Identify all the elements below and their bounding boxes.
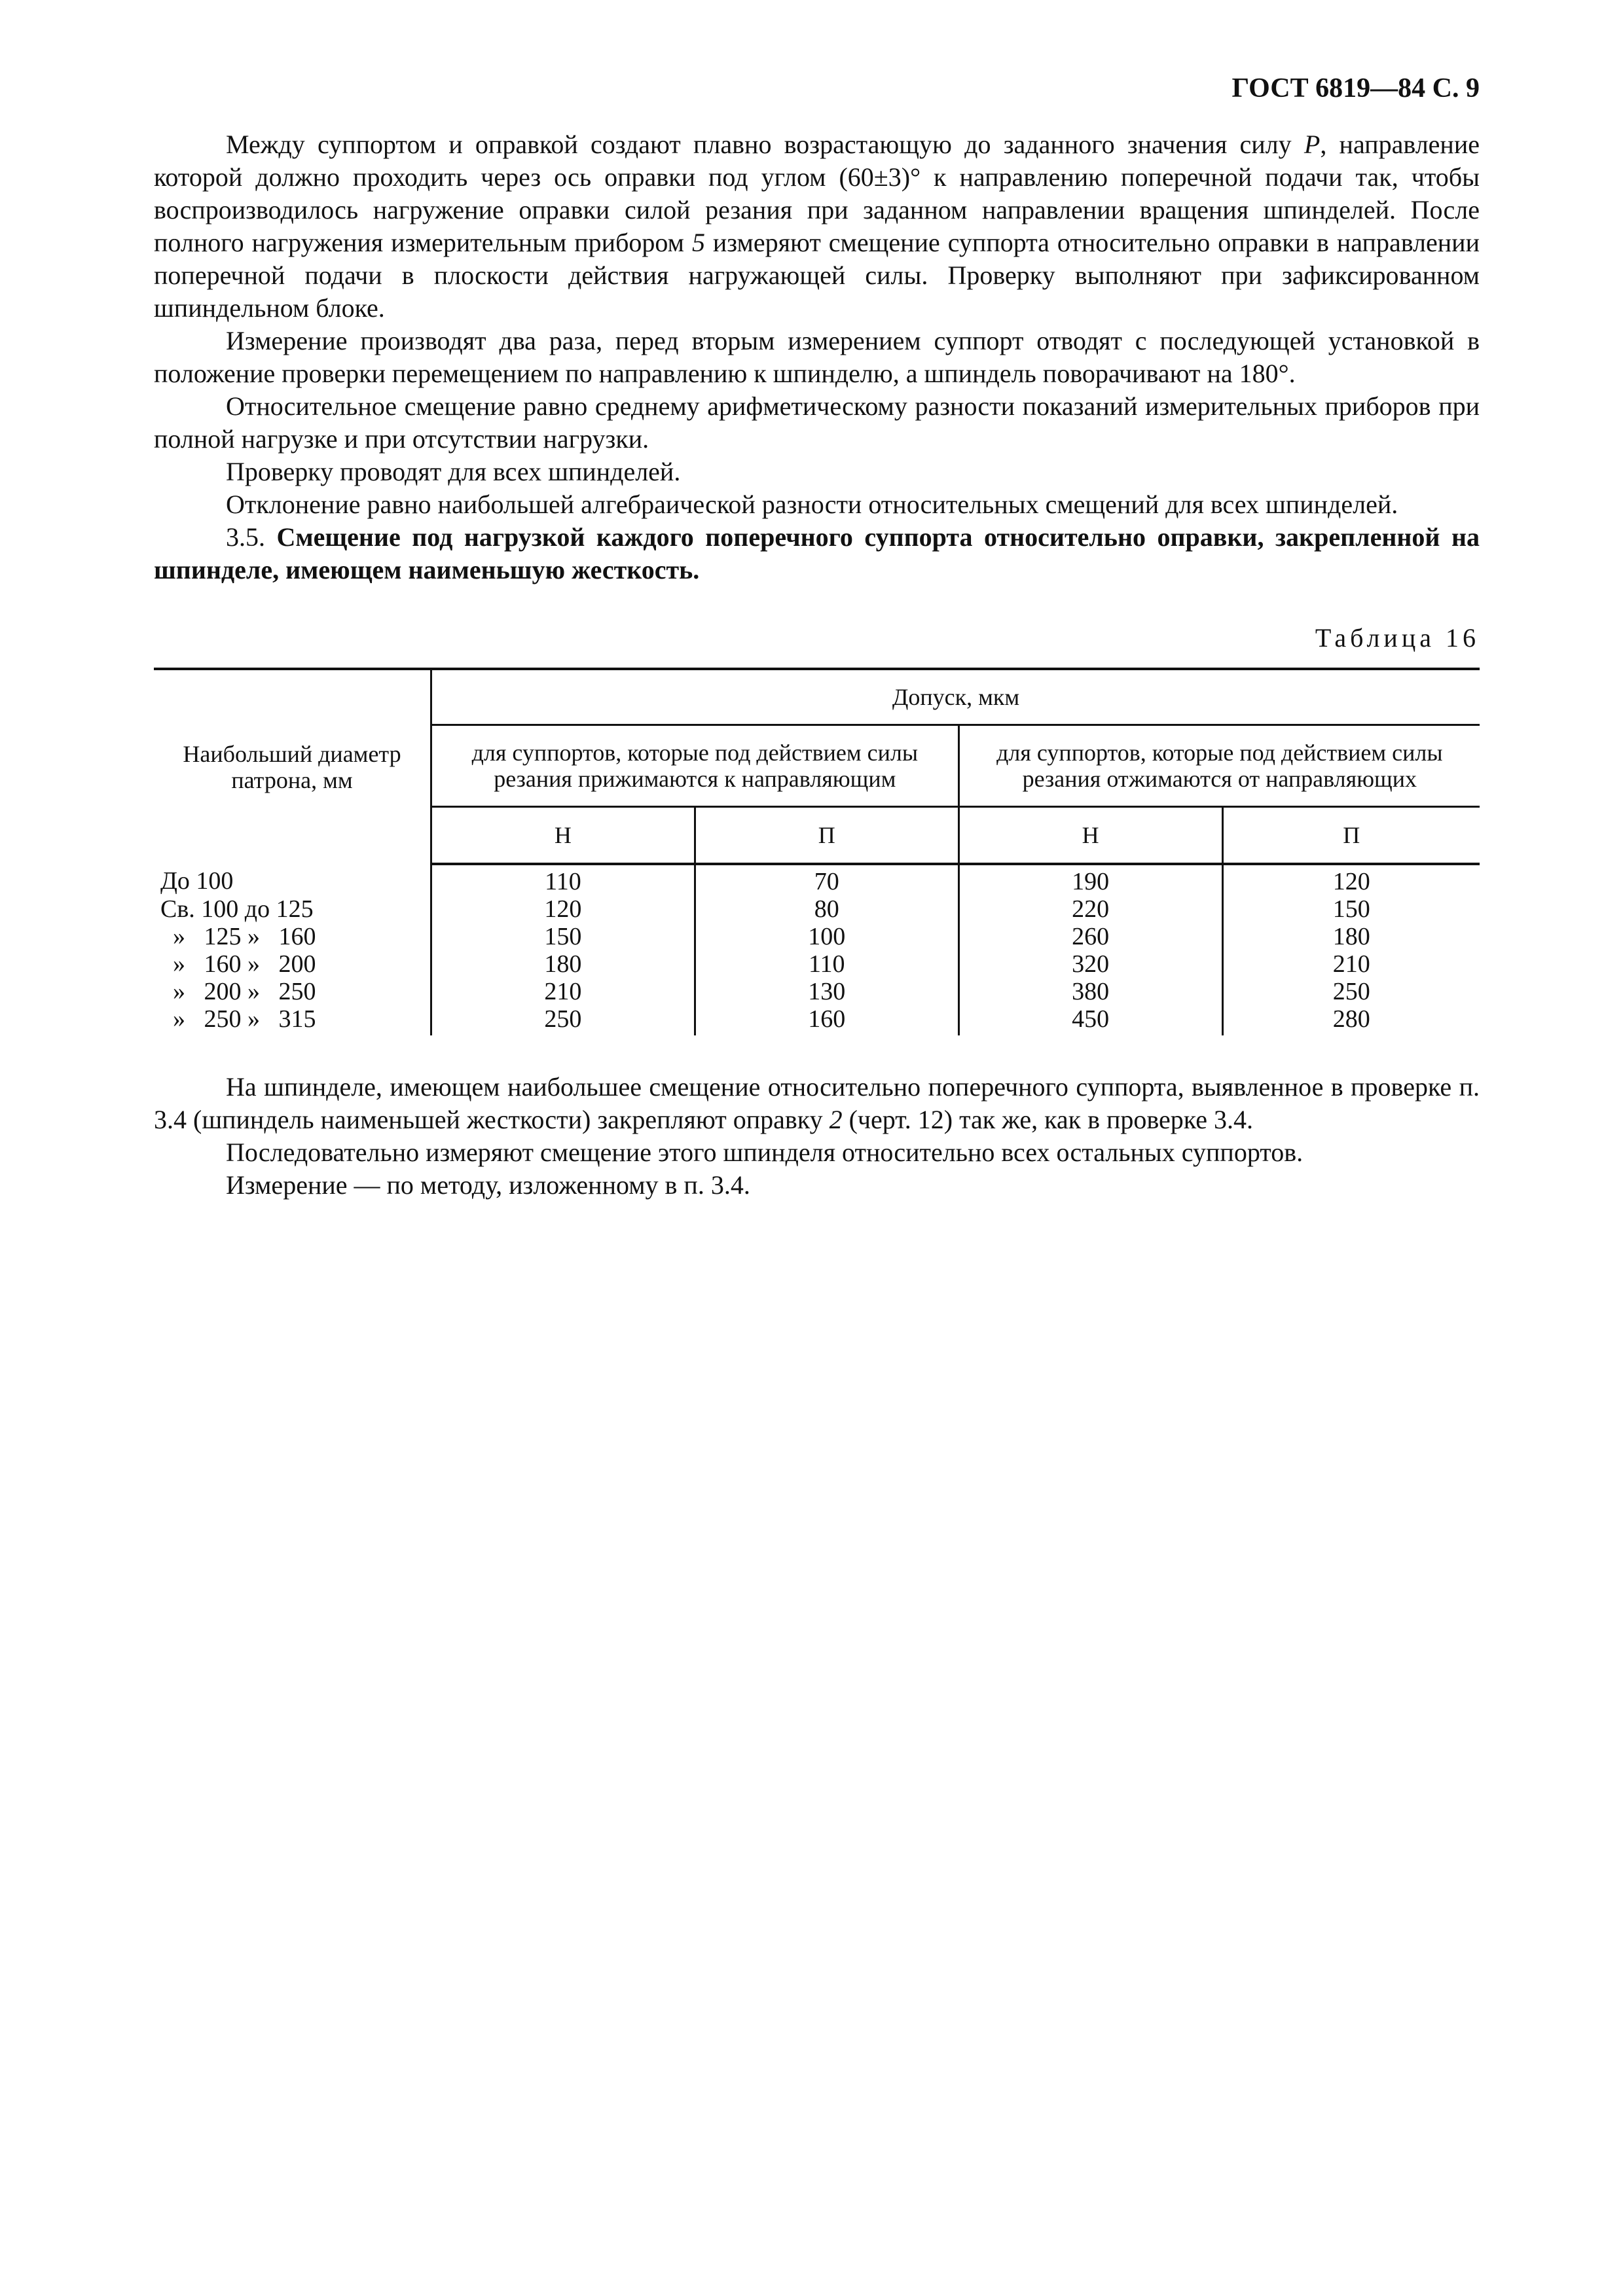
cell-value: 150 xyxy=(431,923,695,950)
table-caption: Таблица 16 xyxy=(1315,623,1480,653)
cell-value: 120 xyxy=(1332,868,1370,895)
cell-size: » 250 » 315 xyxy=(154,1005,431,1035)
cell-value: 180 xyxy=(431,950,695,978)
text-run: Между суппортом и оправкой создают плавно возрастающую до заданного значения силу xyxy=(226,130,1304,159)
header-pulled-supports: для суппортов, которые под действием силы резания отжимаются от направляющих xyxy=(958,725,1480,807)
cell-value: 450 xyxy=(958,1005,1222,1035)
table-row xyxy=(154,923,1480,950)
cell-value: 250 xyxy=(1332,978,1370,1005)
cell-value: 80 xyxy=(695,895,958,923)
cell-value: 120 xyxy=(431,895,695,923)
header-pressed-supports: для суппортов, которые под действием силы резания прижимаются к направляющим xyxy=(431,725,959,807)
instrument-number: 5 xyxy=(691,228,705,257)
table-row xyxy=(154,1005,1480,1035)
header-n-right: Н xyxy=(958,807,1222,865)
table-row xyxy=(154,978,1480,1005)
header-p-left: П xyxy=(695,807,958,865)
mandrel-number: 2 xyxy=(829,1105,843,1134)
cell-size: » 160 » 200 xyxy=(154,950,431,978)
cell-size: » 200 » 250 xyxy=(154,978,431,1005)
cell-value: 250 xyxy=(431,1005,695,1035)
cell-value: 100 xyxy=(695,923,958,950)
paragraph-all-spindles: Проверку проводят для всех шпинделей. xyxy=(226,457,681,486)
text-run: На шпинделе, имеющем наибольшее смещение относительно поперечного суппорта, выявленное в проверке п. 3.4 (шпиндель наименьшей жесткости) закрепляют оправку xyxy=(154,1072,1480,1134)
cell-value: 220 xyxy=(958,895,1222,923)
table-row xyxy=(154,950,1480,978)
cell-size: Св. 100 до 125 xyxy=(154,895,431,923)
cell-value: 380 xyxy=(958,978,1222,1005)
cell-value: 180 xyxy=(1332,923,1370,950)
cell-value: 130 xyxy=(695,978,958,1005)
cell-value: 150 xyxy=(1332,895,1370,923)
paragraph-method: Измерение — по методу, изложенному в п. 3.4. xyxy=(226,1170,750,1200)
header-chuck-diameter: Наибольший диаметр патрона, мм xyxy=(154,669,431,864)
cell-value: 110 xyxy=(695,950,958,978)
paragraph-relative-shift: Относительное смещение равно среднему арифметическому разности показаний измерительных приборов при полной нагрузке и при отсутствии нагрузки. xyxy=(154,391,1480,454)
cell-value: 110 xyxy=(431,864,695,895)
header-p-right: П xyxy=(1222,807,1480,865)
paragraph-weakest-spindle xyxy=(154,1071,1480,1136)
cell-value: 160 xyxy=(695,1005,958,1035)
section-number: 3.5. xyxy=(226,522,277,552)
paragraph-measurement: Измерение производят два раза, перед вторым измерением суппорт отводят с последующей установкой в положение проверки перемещением по направлению к шпинделю, а шпиндель поворачивают на 180°. xyxy=(154,326,1480,388)
text-run: , направление которой должно проходить через ось оправки под углом (60±3)° к направлению поперечной подачи так, чтобы воспроизводилось нагружение оправки силой резания при заданном направлении вращения шпинделей. После полного нагружения измерительным прибором xyxy=(154,130,1480,257)
cell-value: 260 xyxy=(958,923,1222,950)
table-row xyxy=(154,864,1480,895)
cell-size: » 125 » 160 xyxy=(154,923,431,950)
paragraph-sequential-measure: Последовательно измеряют смещение этого шпинделя относительно всех остальных суппортов. xyxy=(226,1138,1304,1167)
cell-value: 210 xyxy=(431,978,695,1005)
section-title: Смещение под нагрузкой каждого поперечного суппорта относительно оправки, закрепленной на шпинделе, имеющем наименьшую жесткость. xyxy=(154,522,1480,584)
cell-value: 190 xyxy=(958,864,1222,895)
table-row xyxy=(154,895,1480,923)
header-tolerance: Допуск, мкм xyxy=(431,669,1480,725)
text-run: измеряют смещение суппорта относительно оправки в направлении поперечной подачи в плоскости действия нагружающей силы. Проверку выполняют при зафиксированном шпиндельном блоке. xyxy=(154,228,1480,323)
section-heading xyxy=(154,521,1480,586)
header-n-left: Н xyxy=(431,807,695,865)
cell-value: 320 xyxy=(958,950,1222,978)
cell-value: 210 xyxy=(1332,950,1370,978)
document-page xyxy=(154,72,1480,1202)
cell-value: 70 xyxy=(695,864,958,895)
paragraph-deviation: Отклонение равно наибольшей алгебраической разности относительных смещений для всех шпинделей. xyxy=(226,490,1398,519)
paragraph-load-force xyxy=(154,128,1480,325)
cell-value: 280 xyxy=(1332,1005,1370,1033)
tolerance-table xyxy=(154,668,1480,1035)
text-run: (черт. 12) так же, как в проверке 3.4. xyxy=(842,1105,1253,1134)
page-header: ГОСТ 6819—84 С. 9 xyxy=(1231,73,1480,103)
cell-size: До 100 xyxy=(154,864,431,895)
force-symbol: P xyxy=(1304,130,1321,159)
